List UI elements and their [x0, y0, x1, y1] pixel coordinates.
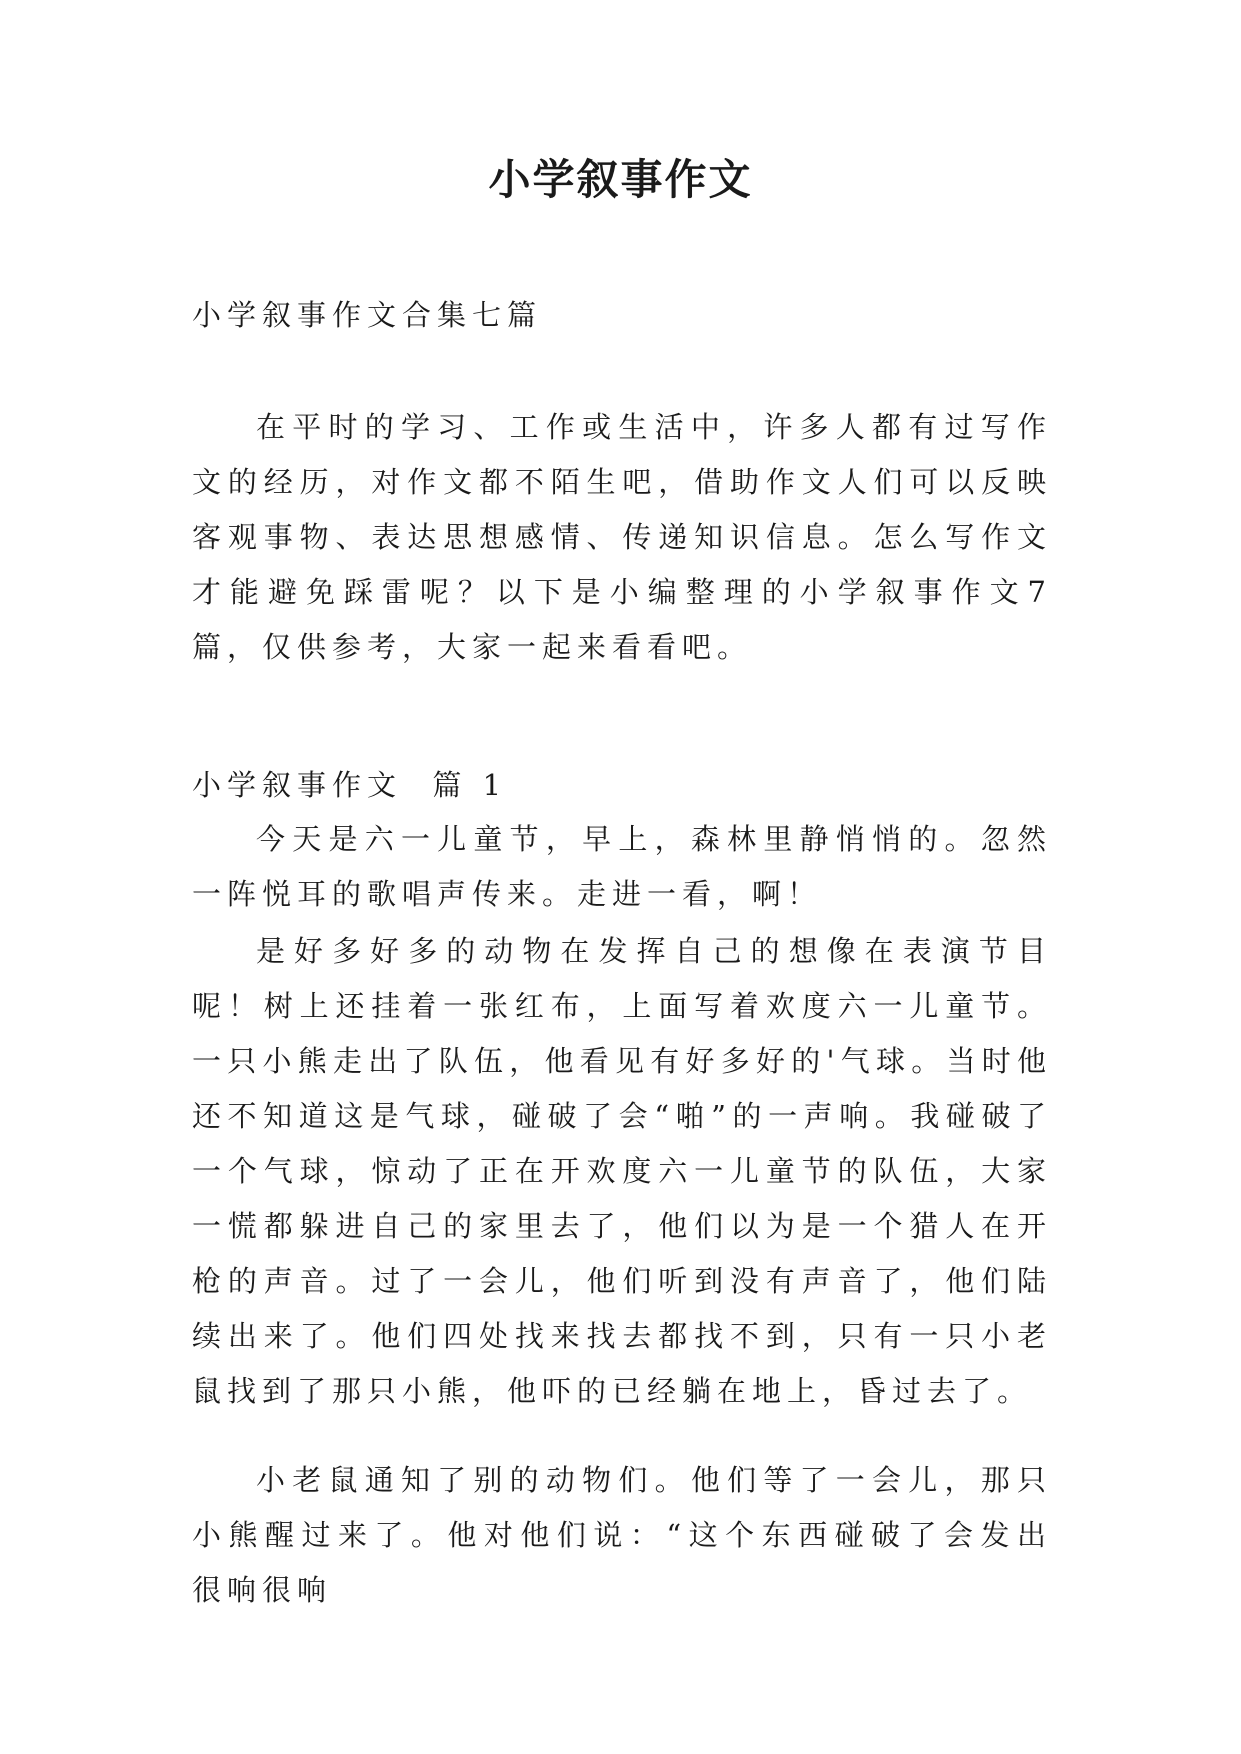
document-subtitle: 小学叙事作文合集七篇: [192, 298, 543, 332]
body-paragraph: 是好多好多的动物在发挥自己的想像在表演节目呢！树上还挂着一张红布，上面写着欢度六一儿童节。一只小熊走出了队伍，他看见有好多好的'气球。当时他还不知道这是气球，碰破了会“啪”的一声响。我碰破了一个气球，惊动了正在开欢度六一儿童节的队伍，大家一慌都躲进自己的家里去了，他们以为是一个猎人在开枪的声音。过了一会儿，他们听到没有声音了，他们陆续出来了。他们四处找来找去都找不到，只有一只小老鼠找到了那只小熊，他吓的已经躺在地上，昏过去了。: [192, 934, 1052, 1408]
body-paragraph: 今天是六一儿童节，早上，森林里静悄悄的。忽然一阵悦耳的歌唱声传来。走进一看，啊！: [192, 822, 1052, 911]
body-paragraph: 小老鼠通知了别的动物们。他们等了一会儿，那只小熊醒过来了。他对他们说：“这个东西碰破了会发出很响很响: [192, 1463, 1052, 1607]
section-heading: 小学叙事作文 篇 1: [192, 768, 508, 802]
document-title: 小学叙事作文: [488, 155, 753, 204]
intro-paragraph: 在平时的学习、工作或生活中，许多人都有过写作文的经历，对作文都不陌生吧，借助作文人们可以反映客观事物、表达思想感情、传递知识信息。怎么写作文才能避免踩雷呢？以下是小编整理的小学叙事作文7篇，仅供参考，大家一起来看看吧。: [192, 410, 1052, 664]
